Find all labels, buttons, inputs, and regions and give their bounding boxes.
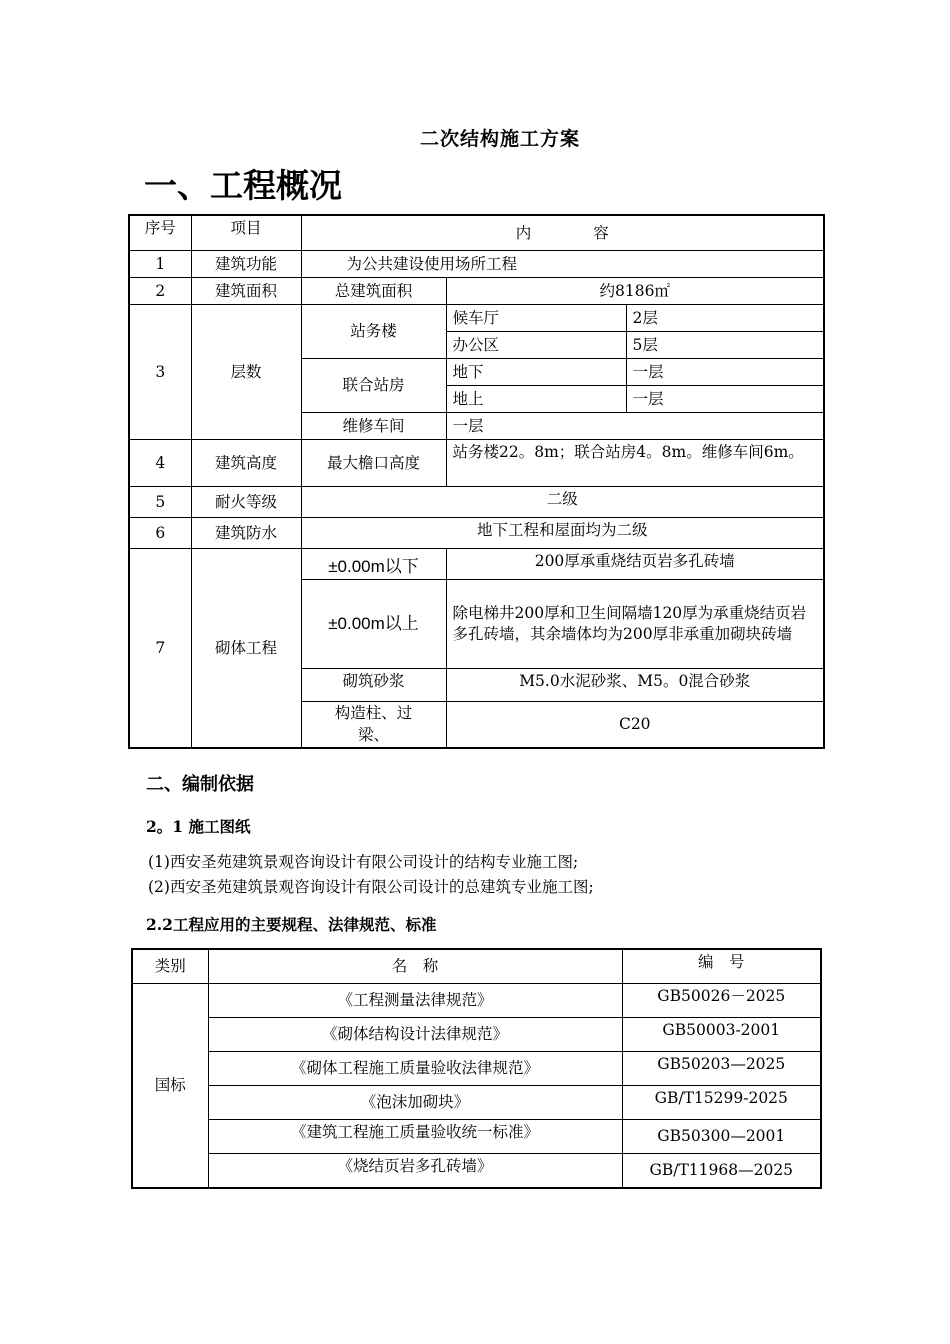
row-item: 砌体工程 <box>191 549 301 748</box>
underground-label: 地下 <box>446 359 626 386</box>
aboveground-value: 一层 <box>626 386 824 413</box>
row-no: 4 <box>129 440 191 487</box>
table-row <box>129 518 824 549</box>
table-row <box>129 251 824 278</box>
table-row <box>132 984 821 1018</box>
waiting-hall-label: 候车厅 <box>446 305 626 332</box>
row-content: 地下工程和屋面均为二级 <box>301 518 824 549</box>
column-value: C20 <box>446 702 824 748</box>
table-row <box>129 440 824 487</box>
header-category: 类别 <box>132 949 208 984</box>
table-row <box>129 278 824 305</box>
overview-table <box>128 214 825 749</box>
waiting-hall-value: 2层 <box>626 305 824 332</box>
row-item: 建筑高度 <box>191 440 301 487</box>
table-row <box>132 1018 821 1052</box>
standard-code: GB50300—2001 <box>622 1120 821 1154</box>
underground-value: 一层 <box>626 359 824 386</box>
row-no: 5 <box>129 487 191 518</box>
subsection-2-1-heading: 2。1 施工图纸 <box>146 817 251 836</box>
below-zero-label: ±0.00m以下 <box>301 549 446 580</box>
above-zero-label: ±0.00m以上 <box>301 580 446 669</box>
repair-workshop-label: 维修车间 <box>301 413 446 440</box>
section1-heading: 一、工程概况 <box>144 166 342 205</box>
column-label: 构造柱、过梁、 <box>301 702 446 748</box>
row-content: 站务楼22。8m；联合站房4。8m。维修车间6m。 <box>446 440 824 487</box>
joint-station-label: 联合站房 <box>301 359 446 413</box>
document-title: 二次结构施工方案 <box>419 128 580 150</box>
header-code: 编 号 <box>622 949 821 984</box>
standard-name: 《烧结页岩多孔砖墙》 <box>208 1154 622 1189</box>
table-row <box>129 305 824 332</box>
row-item: 建筑功能 <box>191 251 301 278</box>
drawing-item-2: (2)西安圣苑建筑景观咨询设计有限公司设计的总建筑专业施工图; <box>148 878 594 896</box>
row-item: 层数 <box>191 305 301 440</box>
standard-name: 《工程测量法律规范》 <box>208 984 622 1018</box>
table-row <box>132 1154 821 1189</box>
standard-name: 《泡沫加砌块》 <box>208 1086 622 1120</box>
mortar-value: M5.0水泥砂浆、M5。0混合砂浆 <box>446 669 824 702</box>
row-sub: 最大檐口高度 <box>301 440 446 487</box>
drawing-item-1: (1)西安圣苑建筑景观咨询设计有限公司设计的结构专业施工图; <box>148 853 579 871</box>
standard-code: GB50203—2025 <box>622 1052 821 1086</box>
standards-table <box>131 948 822 1189</box>
subsection-2-2-heading: 2.2工程应用的主要规程、法律规范、标准 <box>146 915 437 934</box>
table-row <box>129 487 824 518</box>
standard-name: 《建筑工程施工质量验收统一标准》 <box>208 1120 622 1154</box>
repair-workshop-value: 一层 <box>446 413 824 440</box>
row-content: 约8186㎡ <box>446 278 824 305</box>
standard-code: GB50003-2001 <box>622 1018 821 1052</box>
category-cell: 国标 <box>132 984 208 1189</box>
office-area-label: 办公区 <box>446 332 626 359</box>
table-row <box>132 949 821 984</box>
aboveground-label: 地上 <box>446 386 626 413</box>
standard-code: GB50026－2025 <box>622 984 821 1018</box>
row-no: 7 <box>129 549 191 748</box>
header-item: 项目 <box>191 215 301 251</box>
row-no: 2 <box>129 278 191 305</box>
standard-code: GB/T11968—2025 <box>622 1154 821 1189</box>
station-building-label: 站务楼 <box>301 305 446 359</box>
standard-name: 《砌体工程施工质量验收法律规范》 <box>208 1052 622 1086</box>
header-content: 内 容 <box>301 215 824 251</box>
row-content: 二级 <box>301 487 824 518</box>
table-row <box>129 549 824 580</box>
table-row <box>132 1052 821 1086</box>
office-area-value: 5层 <box>626 332 824 359</box>
below-zero-value: 200厚承重烧结页岩多孔砖墙 <box>446 549 824 580</box>
row-item: 耐火等级 <box>191 487 301 518</box>
above-zero-value: 除电梯井200厚和卫生间隔墙120厚为承重烧结页岩多孔砖墙，其余墙体均为200厚非承重加砌块砖墙 <box>446 580 824 669</box>
table-row <box>132 1086 821 1120</box>
row-no: 3 <box>129 305 191 440</box>
row-no: 6 <box>129 518 191 549</box>
row-content: 为公共建设使用场所工程 <box>301 251 824 278</box>
row-no: 1 <box>129 251 191 278</box>
table-row <box>132 1120 821 1154</box>
mortar-label: 砌筑砂浆 <box>301 669 446 702</box>
table-row <box>129 215 824 251</box>
row-sub: 总建筑面积 <box>301 278 446 305</box>
standard-name: 《砌体结构设计法律规范》 <box>208 1018 622 1052</box>
row-item: 建筑防水 <box>191 518 301 549</box>
standard-code: GB/T15299-2025 <box>622 1086 821 1120</box>
row-item: 建筑面积 <box>191 278 301 305</box>
header-name: 名 称 <box>208 949 622 984</box>
header-no: 序号 <box>129 215 191 251</box>
section2-heading: 二、编制依据 <box>146 774 254 795</box>
